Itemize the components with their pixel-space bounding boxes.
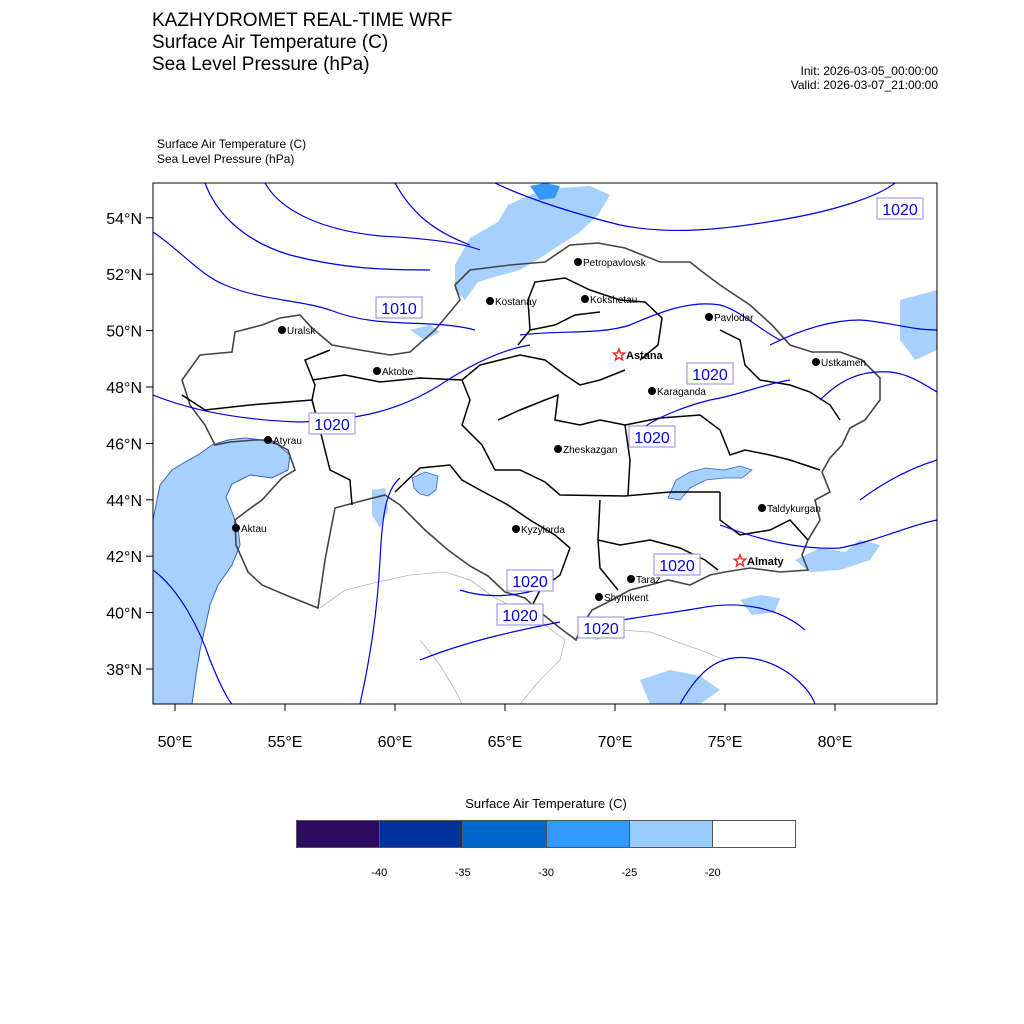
svg-text:1020: 1020 (314, 417, 350, 434)
capital-star-icon (734, 555, 745, 566)
latitude-axis (106, 211, 153, 679)
lon-tick-label: 50°E (157, 734, 193, 751)
city-dot-icon (486, 297, 494, 305)
colorbar-tick-label: -20 (704, 867, 721, 879)
valid-time: Valid: 2026-03-07_21:00:00 (790, 78, 938, 92)
svg-text:1020: 1020 (692, 367, 728, 384)
city-label: Karaganda (657, 387, 706, 398)
city-label: Uralsk (287, 326, 316, 337)
isobar-label (376, 297, 422, 318)
lat-tick-label: 38°N (106, 662, 142, 679)
lat-tick-label: 54°N (106, 210, 142, 228)
subtitle-pressure: Sea Level Pressure (hPa) (152, 54, 370, 75)
isobar-label (309, 413, 355, 434)
city-shymkent (595, 593, 649, 604)
colorbar-bin (297, 821, 380, 847)
city-label: Pavlodar (714, 313, 754, 324)
lat-tick-label: 50°N (106, 323, 142, 341)
city-dot-icon (758, 504, 766, 512)
city-taldykurgan (758, 504, 821, 515)
city-label: Almaty (747, 556, 784, 568)
aral-sea (412, 472, 438, 496)
svg-text:1020: 1020 (882, 202, 918, 219)
city-uralsk (278, 326, 316, 337)
city-label: Petropavlovsk (583, 258, 646, 269)
city-karaganda (648, 387, 706, 398)
colorbar-bin (463, 821, 546, 847)
balkhash-lake (668, 466, 752, 500)
city-label: Kyzylorda (521, 525, 565, 536)
caption-pressure: Sea Level Pressure (hPa) (157, 152, 295, 166)
isobar-label (507, 570, 553, 591)
lat-tick-label: 44°N (106, 492, 142, 510)
init-time: Init: 2026-03-05_00:00:00 (800, 64, 938, 78)
lon-tick-label: 65°E (487, 734, 523, 751)
city-dot-icon (232, 524, 240, 532)
city-dot-icon (627, 575, 635, 583)
city-label: Astana (626, 350, 663, 362)
caspian-sea (153, 438, 290, 704)
isobar-label (497, 604, 543, 625)
isobar-label (687, 363, 733, 384)
colorbar-tick-label: -25 (621, 867, 638, 879)
map-content (153, 183, 937, 704)
isobar-label (654, 554, 700, 575)
svg-text:1020: 1020 (583, 621, 619, 638)
lon-tick-label: 75°E (707, 734, 743, 751)
lat-tick-label: 42°N (106, 549, 142, 567)
main-title: KAZHYDROMET REAL-TIME WRF (152, 10, 453, 31)
colorbar-tick-label: -40 (371, 867, 388, 879)
city-zheskazgan (554, 445, 617, 456)
city-label: Kostanay (495, 297, 537, 308)
city-label: Shymkent (604, 593, 649, 604)
city-dot-icon (812, 358, 820, 366)
isobar-label (578, 617, 624, 638)
city-label: Kokshetau (590, 295, 638, 306)
city-dot-icon (278, 326, 286, 334)
colorbar (296, 820, 796, 848)
city-astana (613, 349, 663, 362)
lat-tick-label: 40°N (106, 605, 142, 623)
colorbar-bin (380, 821, 463, 847)
svg-text:1020: 1020 (502, 608, 538, 625)
city-dot-icon (648, 387, 656, 395)
svg-text:1020: 1020 (659, 558, 695, 575)
lon-tick-label: 80°E (817, 734, 853, 751)
city-pavlodar (705, 313, 754, 324)
city-almaty (734, 555, 784, 568)
capital-star-icon (613, 349, 624, 360)
city-dot-icon (705, 313, 713, 321)
city-dot-icon (264, 436, 272, 444)
city-kostanay (486, 297, 537, 308)
city-label: Atyrau (273, 436, 302, 447)
svg-text:1020: 1020 (512, 574, 548, 591)
lat-tick-label: 46°N (106, 436, 142, 454)
city-label: Taldykurgan (767, 504, 821, 515)
colorbar-title: Surface Air Temperature (C) (465, 796, 627, 811)
city-kokshetau (581, 295, 637, 306)
city-taraz (627, 575, 660, 586)
city-dot-icon (574, 258, 582, 266)
city-label: Aktobe (382, 367, 414, 378)
colorbar-tick-label: -30 (538, 867, 554, 879)
city-aktobe (373, 367, 414, 378)
subtitle-temperature: Surface Air Temperature (C) (152, 32, 389, 53)
caption-temperature: Surface Air Temperature (C) (157, 137, 307, 151)
city-label: Ustkamen (821, 358, 867, 369)
city-ustkamen (812, 358, 866, 369)
city-dot-icon (373, 367, 381, 375)
city-kyzylorda (512, 525, 565, 536)
svg-text:1020: 1020 (634, 430, 670, 447)
city-dot-icon (595, 593, 603, 601)
colorbar-bin (630, 821, 713, 847)
city-petropavlovsk (574, 258, 647, 269)
city-dot-icon (512, 525, 520, 533)
lon-tick-label: 70°E (597, 734, 633, 751)
lat-tick-label: 52°N (106, 267, 142, 285)
lon-tick-label: 55°E (267, 734, 303, 751)
colorbar-bin (547, 821, 630, 847)
isobar-label (629, 426, 675, 447)
city-dot-icon (581, 295, 589, 303)
lon-tick-label: 60°E (377, 734, 413, 751)
city-label: Taraz (636, 575, 661, 586)
lat-tick-label: 48°N (106, 380, 142, 397)
colorbar-bin (713, 821, 795, 847)
colorbar-tick-label: -35 (454, 867, 471, 879)
longitude-axis (158, 704, 853, 751)
city-label: Aktau (241, 524, 267, 535)
city-dot-icon (554, 445, 562, 453)
isobar-label (877, 198, 923, 219)
city-label: Zheskazgan (563, 445, 618, 456)
svg-text:1010: 1010 (381, 301, 417, 318)
